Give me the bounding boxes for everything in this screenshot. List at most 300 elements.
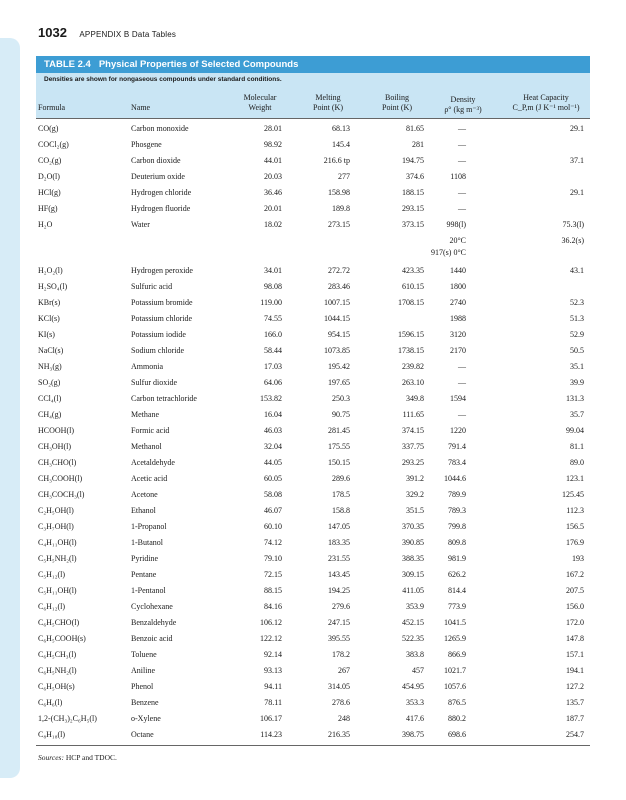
cell-formula: C₃H₇OH(l) [38, 522, 74, 531]
cell-formula: CH₃COOH(l) [38, 474, 83, 483]
cell-name: o-Xylene [131, 714, 161, 723]
cell-mw: 84.16 [264, 602, 282, 611]
cell-cp: 176.9 [566, 538, 584, 547]
cell-bp: 263.10 [402, 378, 424, 387]
cell-cp: 99.04 [566, 426, 584, 435]
cell-mp: 231.55 [328, 554, 350, 563]
cell-mp: 1073.85 [324, 346, 350, 355]
cell-mp: 143.45 [328, 570, 350, 579]
cell-name: Phenol [131, 682, 154, 691]
table-row [36, 121, 590, 137]
cell-bp: 374.15 [402, 426, 424, 435]
cell-formula: CCl₄(l) [38, 394, 62, 403]
cell-name: Carbon monoxide [131, 124, 189, 133]
cell-name: Ammonia [131, 362, 163, 371]
cell-name: Benzoic acid [131, 634, 173, 643]
cell-mw: 44.01 [264, 156, 282, 165]
cell-formula: C₆H₅CH₃(l) [38, 650, 77, 659]
cell-mw: 92.14 [264, 650, 282, 659]
cell-den: 2740 [450, 298, 466, 307]
table-row [36, 233, 590, 245]
cell-formula: H₂O [38, 220, 53, 229]
cell-mp: 150.15 [328, 458, 350, 467]
cell-mw: 36.46 [264, 188, 282, 197]
table-subtitle: Densities are shown for nongaseous compounds under standard conditions. [44, 76, 282, 83]
cell-den: 1044.6 [444, 474, 466, 483]
cell-name: Hydrogen chloride [131, 188, 192, 197]
cell-cp: 135.7 [566, 698, 584, 707]
cell-name: 1-Pentanol [131, 586, 166, 595]
cell-name: Sulfuric acid [131, 282, 173, 291]
table-row [36, 343, 590, 359]
cell-mw: 17.03 [264, 362, 282, 371]
cell-name: Carbon dioxide [131, 156, 181, 165]
cell-formula: CO₂(g) [38, 156, 62, 165]
cell-formula: H₂SO₄(l) [38, 282, 68, 291]
header-melting-point [300, 93, 356, 113]
cell-den: 1440 [450, 266, 466, 275]
cell-name: Water [131, 220, 150, 229]
cell-bp: 353.3 [406, 698, 424, 707]
cell-mp: 189.8 [332, 204, 350, 213]
table-row [36, 137, 590, 153]
cell-formula: C₆H₅OH(s) [38, 682, 75, 691]
cell-formula: CH₃OH(l) [38, 442, 72, 451]
table-row [36, 455, 590, 471]
cell-mw: 119.00 [260, 298, 282, 307]
table-row [36, 599, 590, 615]
cell-den: 814.4 [448, 586, 466, 595]
cell-bp: 329.2 [406, 490, 424, 499]
cell-cp: 35.1 [570, 362, 584, 371]
page-edge-tab [0, 38, 20, 778]
table-row [36, 647, 590, 663]
cell-name: Acetaldehyde [131, 458, 175, 467]
cell-name: Hydrogen peroxide [131, 266, 193, 275]
cell-mp: 194.25 [328, 586, 350, 595]
cell-cp: 123.1 [566, 474, 584, 483]
cell-formula: C₆H₅COOH(s) [38, 634, 86, 643]
cell-name: Benzene [131, 698, 159, 707]
cell-mw: 16.04 [264, 410, 282, 419]
cell-cp: 35.7 [570, 410, 584, 419]
cell-formula: CH₃CHO(l) [38, 458, 77, 467]
header-name: Name [131, 103, 151, 112]
cell-mp: 281.45 [328, 426, 350, 435]
cell-formula: COCl₂(g) [38, 140, 69, 149]
cell-mp: 195.42 [328, 362, 350, 371]
cell-bp: 452.15 [402, 618, 424, 627]
cell-mp: 248 [338, 714, 350, 723]
cell-cp: 131.3 [566, 394, 584, 403]
cell-name: Sodium chloride [131, 346, 185, 355]
cell-mp: 178.5 [332, 490, 350, 499]
table-row [36, 519, 590, 535]
cell-name: Cyclohexane [131, 602, 173, 611]
cell-mw: 46.03 [264, 426, 282, 435]
cell-bp: 194.75 [402, 156, 424, 165]
cell-mw: 58.44 [264, 346, 282, 355]
header-mp-line1: Melting [315, 93, 341, 102]
table-header [36, 73, 590, 118]
table-row [36, 679, 590, 695]
cell-bp: 111.65 [402, 410, 424, 419]
cell-den: 1800 [450, 282, 466, 291]
cell-name: Potassium iodide [131, 330, 186, 339]
cell-den: 20°C [449, 236, 466, 245]
cell-mw: 98.08 [264, 282, 282, 291]
cell-den: 698.6 [448, 730, 466, 739]
cell-bp: 390.85 [402, 538, 424, 547]
cell-mw: 44.05 [264, 458, 282, 467]
cell-cp: 29.1 [570, 124, 584, 133]
cell-formula: HF(g) [38, 204, 58, 213]
cell-name: Carbon tetrachloride [131, 394, 197, 403]
cell-bp: 411.05 [402, 586, 424, 595]
sources-text: HCP and TDOC. [63, 753, 117, 762]
table-row [36, 423, 590, 439]
cell-mp: 273.15 [328, 220, 350, 229]
cell-mp: 289.6 [332, 474, 350, 483]
header-cp-line1: Heat Capacity [523, 93, 569, 102]
cell-name: Acetone [131, 490, 158, 499]
cell-cp: 43.1 [570, 266, 584, 275]
header-mp-line2: Point (K) [313, 103, 343, 112]
cell-den: 799.8 [448, 522, 466, 531]
cell-cp: 172.0 [566, 618, 584, 627]
cell-cp: 156.0 [566, 602, 584, 611]
cell-mp: 158.8 [332, 506, 350, 515]
cell-den: 998(l) [446, 220, 466, 229]
cell-name: 1-Butanol [131, 538, 163, 547]
cell-mw: 58.08 [264, 490, 282, 499]
cell-formula: KBr(s) [38, 298, 61, 307]
cell-name: Pentane [131, 570, 157, 579]
cell-bp: 1708.15 [398, 298, 424, 307]
cell-formula: KCl(s) [38, 314, 60, 323]
cell-mp: 1007.15 [324, 298, 350, 307]
cell-den: 2170 [450, 346, 466, 355]
cell-cp: 75.3(l) [562, 220, 584, 229]
cell-formula: HCl(g) [38, 188, 61, 197]
cell-mw: 98.92 [264, 140, 282, 149]
cell-formula: C₅H₁₂(l) [38, 570, 66, 579]
table-row [36, 695, 590, 711]
data-table [36, 56, 590, 762]
table-row [36, 201, 590, 217]
table-bottom-rule [36, 745, 590, 746]
cell-mw: 60.10 [264, 522, 282, 531]
page-number: 1032 [38, 25, 67, 40]
cell-bp: 81.65 [406, 124, 424, 133]
cell-mw: 79.10 [264, 554, 282, 563]
header-cp-line2: C_P,m (J K⁻¹ mol⁻¹) [512, 103, 580, 112]
table-title-bar [36, 56, 590, 73]
cell-name: Sulfur dioxide [131, 378, 177, 387]
cell-mw: 28.01 [264, 124, 282, 133]
cell-mp: 250.3 [332, 394, 350, 403]
cell-mw: 74.12 [264, 538, 282, 547]
cell-mp: 954.15 [328, 330, 350, 339]
cell-bp: 610.15 [402, 282, 424, 291]
table-label: TABLE 2.4 [44, 59, 91, 70]
header-den-line1: Density [450, 95, 476, 104]
cell-den: 1594 [450, 394, 466, 403]
cell-mp: 158.98 [328, 188, 350, 197]
cell-name: Formic acid [131, 426, 170, 435]
cell-mp: 272.72 [328, 266, 350, 275]
cell-formula: H₂O₂(l) [38, 266, 63, 275]
cell-mp: 247.15 [328, 618, 350, 627]
cell-mw: 20.03 [264, 172, 282, 181]
table-row [36, 727, 590, 743]
header-den-line2: ρ° (kg m⁻³) [444, 105, 482, 114]
cell-bp: 373.15 [402, 220, 424, 229]
cell-mw: 93.13 [264, 666, 282, 675]
cell-bp: 383.8 [406, 650, 424, 659]
cell-mp: 197.65 [328, 378, 350, 387]
table-row [36, 407, 590, 423]
cell-formula: HCOOH(l) [38, 426, 74, 435]
cell-mp: 1044.15 [324, 314, 350, 323]
cell-cp: 37.1 [570, 156, 584, 165]
cell-formula: C₅H₁₁OH(l) [38, 586, 77, 595]
cell-bp: 398.75 [402, 730, 424, 739]
cell-mp: 314.05 [328, 682, 350, 691]
cell-den: — [458, 378, 466, 387]
table-title: Physical Properties of Selected Compounds [98, 59, 299, 70]
table-row [36, 631, 590, 647]
cell-formula: C₆H₅NH₂(l) [38, 666, 77, 675]
cell-cp: 112.3 [566, 506, 584, 515]
table-row [36, 711, 590, 727]
cell-bp: 353.9 [406, 602, 424, 611]
table-row [36, 663, 590, 679]
cell-mp: 147.05 [328, 522, 350, 531]
cell-cp: 81.1 [570, 442, 584, 451]
cell-formula: NH₃(g) [38, 362, 62, 371]
cell-mw: 72.15 [264, 570, 282, 579]
cell-mp: 145.4 [332, 140, 350, 149]
cell-den: — [458, 156, 466, 165]
table-row [36, 503, 590, 519]
cell-cp: 157.1 [566, 650, 584, 659]
cell-cp: 36.2(s) [561, 236, 584, 245]
table-row [36, 295, 590, 311]
cell-den: — [458, 188, 466, 197]
table-row [36, 185, 590, 201]
cell-cp: 207.5 [566, 586, 584, 595]
cell-name: Hydrogen fluoride [131, 204, 191, 213]
cell-name: Potassium bromide [131, 298, 193, 307]
cell-mw: 74.55 [264, 314, 282, 323]
table-row [36, 583, 590, 599]
table-row [36, 217, 590, 233]
cell-den: 981.9 [448, 554, 466, 563]
cell-name: Acetic acid [131, 474, 168, 483]
table-row [36, 375, 590, 391]
cell-bp: 293.25 [402, 458, 424, 467]
cell-den: 1108 [450, 172, 466, 181]
cell-den: 917(s) 0°C [431, 248, 466, 257]
cell-cp: 147.8 [566, 634, 584, 643]
cell-mp: 178.2 [332, 650, 350, 659]
cell-bp: 188.15 [402, 188, 424, 197]
cell-cp: 50.5 [570, 346, 584, 355]
cell-name: Methane [131, 410, 159, 419]
cell-cp: 89.0 [570, 458, 584, 467]
cell-name: Potassium chloride [131, 314, 193, 323]
cell-den: 876.5 [448, 698, 466, 707]
cell-mw: 60.05 [264, 474, 282, 483]
cell-den: 783.4 [448, 458, 466, 467]
cell-mw: 88.15 [264, 586, 282, 595]
cell-cp: 167.2 [566, 570, 584, 579]
table-row [36, 359, 590, 375]
cell-den: 789.3 [448, 506, 466, 515]
cell-name: Pyridine [131, 554, 159, 563]
header-density [431, 95, 495, 115]
cell-mw: 122.12 [260, 634, 282, 643]
cell-den: — [458, 124, 466, 133]
cell-cp: 187.7 [566, 714, 584, 723]
cell-mw: 64.06 [264, 378, 282, 387]
cell-den: — [458, 204, 466, 213]
cell-den: 791.4 [448, 442, 466, 451]
running-head-title: APPENDIX B Data Tables [79, 30, 177, 39]
cell-mw: 166.0 [264, 330, 282, 339]
cell-den: 1041.5 [444, 618, 466, 627]
cell-cp: 125.45 [562, 490, 584, 499]
cell-den: 3120 [450, 330, 466, 339]
cell-mp: 175.55 [328, 442, 350, 451]
cell-formula: C₆H₆(l) [38, 698, 63, 707]
cell-mw: 78.11 [264, 698, 282, 707]
cell-den: 866.9 [448, 650, 466, 659]
cell-bp: 391.2 [406, 474, 424, 483]
cell-cp: 52.9 [570, 330, 584, 339]
cell-cp: 127.2 [566, 682, 584, 691]
header-mw-line2: Weight [248, 103, 272, 112]
table-row [36, 535, 590, 551]
cell-bp: 337.75 [402, 442, 424, 451]
cell-mw: 20.01 [264, 204, 282, 213]
cell-den: — [458, 410, 466, 419]
table-row [36, 279, 590, 295]
cell-mp: 395.55 [328, 634, 350, 643]
cell-mw: 153.82 [260, 394, 282, 403]
table-row [36, 471, 590, 487]
header-boiling-point [369, 93, 425, 113]
cell-cp: 254.7 [566, 730, 584, 739]
cell-formula: D₂O(l) [38, 172, 60, 181]
cell-cp: 29.1 [570, 188, 584, 197]
header-bp-line2: Point (K) [382, 103, 412, 112]
cell-bp: 457 [412, 666, 424, 675]
cell-den: 773.9 [448, 602, 466, 611]
cell-bp: 293.15 [402, 204, 424, 213]
table-row [36, 263, 590, 279]
header-bp-line1: Boiling [384, 93, 409, 102]
cell-den: 789.9 [448, 490, 466, 499]
cell-mp: 283.46 [328, 282, 350, 291]
cell-formula: C₆H₁₂(l) [38, 602, 66, 611]
sources-label: Sources: [38, 753, 64, 762]
table-row [36, 311, 590, 327]
cell-name: Methanol [131, 442, 162, 451]
cell-bp: 1738.15 [398, 346, 424, 355]
cell-formula: CH₃COCH₃(l) [38, 490, 85, 499]
cell-bp: 239.82 [402, 362, 424, 371]
cell-bp: 370.35 [402, 522, 424, 531]
cell-formula: C₅H₅NH₂(l) [38, 554, 77, 563]
cell-mw: 106.17 [260, 714, 282, 723]
cell-mw: 18.02 [264, 220, 282, 229]
cell-den: 1057.6 [444, 682, 466, 691]
cell-name: Ethanol [131, 506, 156, 515]
cell-cp: 52.3 [570, 298, 584, 307]
cell-den: 626.2 [448, 570, 466, 579]
cell-name: Aniline [131, 666, 155, 675]
cell-cp: 51.3 [570, 314, 584, 323]
cell-formula: CH₄(g) [38, 410, 62, 419]
cell-cp: 194.1 [566, 666, 584, 675]
cell-cp: 193 [572, 554, 584, 563]
cell-formula: C₈H₁₈(l) [38, 730, 66, 739]
cell-mw: 106.12 [260, 618, 282, 627]
cell-den: 1220 [450, 426, 466, 435]
cell-formula: CO(g) [38, 124, 59, 133]
cell-den: 1021.7 [444, 666, 466, 675]
table-row [36, 169, 590, 185]
cell-mp: 90.75 [332, 410, 350, 419]
table-row [36, 487, 590, 503]
cell-name: Phosgene [131, 140, 162, 149]
cell-mp: 277 [338, 172, 350, 181]
cell-den: 1265.9 [444, 634, 466, 643]
cell-bp: 349.8 [406, 394, 424, 403]
cell-mp: 279.6 [332, 602, 350, 611]
cell-bp: 423.35 [402, 266, 424, 275]
cell-mp: 216.35 [328, 730, 350, 739]
cell-mw: 114.23 [260, 730, 282, 739]
cell-mp: 278.6 [332, 698, 350, 707]
cell-bp: 522.35 [402, 634, 424, 643]
cell-mw: 94.11 [264, 682, 282, 691]
cell-cp: 156.5 [566, 522, 584, 531]
table-row [36, 567, 590, 583]
cell-mp: 183.35 [328, 538, 350, 547]
cell-den: 809.8 [448, 538, 466, 547]
cell-cp: 39.9 [570, 378, 584, 387]
cell-name: Deuterium oxide [131, 172, 185, 181]
cell-formula: SO₂(g) [38, 378, 61, 387]
cell-bp: 309.15 [402, 570, 424, 579]
table-row [36, 245, 590, 257]
cell-formula: C₄H₁₁OH(l) [38, 538, 77, 547]
cell-formula: C₂H₅OH(l) [38, 506, 74, 515]
cell-formula: NaCl(s) [38, 346, 64, 355]
table-row [36, 551, 590, 567]
cell-bp: 388.35 [402, 554, 424, 563]
table-row [36, 615, 590, 631]
cell-name: 1-Propanol [131, 522, 167, 531]
cell-den: 1988 [450, 314, 466, 323]
cell-name: Octane [131, 730, 154, 739]
header-molecular-weight [232, 93, 288, 113]
table-row [36, 439, 590, 455]
cell-bp: 417.6 [406, 714, 424, 723]
